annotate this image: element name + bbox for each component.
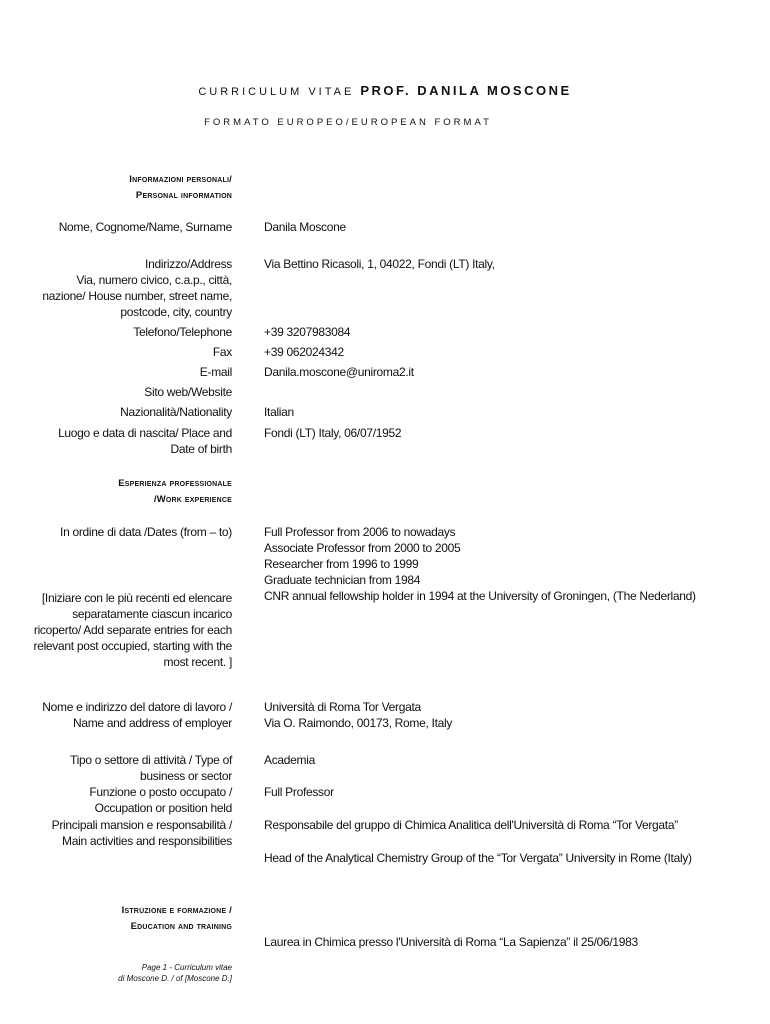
label-birth: Luogo e data di nascita/ Place and Date of birth [58, 426, 232, 456]
value-address: Via Bettino Ricasoli, 1, 04022, Fondi (LT) Italy, [264, 257, 495, 271]
section-work-line1: Esperienza professionale [118, 478, 232, 489]
value-birth: Fondi (LT) Italy, 06/07/1952 [264, 426, 402, 440]
section-education-heading [122, 903, 232, 935]
label-nationality: Nazionalità/Nationality [120, 405, 232, 419]
label-name: Nome, Cognome/Name, Surname [58, 220, 232, 234]
value-telephone: +39 3207983084 [264, 325, 351, 339]
value-name: Danila Moscone [264, 220, 346, 234]
footer-line1: Page 1 - Curriculum vitae [141, 963, 232, 972]
document-title [0, 83, 770, 98]
label-employer: Nome e indirizzo del datore di lavoro / Name and address of employer [42, 700, 232, 730]
label-position: Funzione o posto occupato / Occupation or position held [89, 785, 232, 815]
label-telephone: Telefono/Telephone [133, 325, 232, 339]
list-item: Researcher from 1996 to 1999 [264, 557, 419, 571]
label-instruction-note: [Iniziare con le più recenti ed elencare separatamente ciascun incarico ricoperto/ Add separate entries for each relevant post occupied, starting with the most recent. ] [33, 591, 232, 669]
label-address: Indirizzo/Address [145, 257, 232, 271]
value-employer [264, 699, 452, 731]
label-website: Sito web/Website [144, 385, 232, 399]
document-subtitle: FORMATO EUROPEO/EUROPEAN FORMAT [204, 117, 492, 128]
label-fax: Fax [212, 345, 232, 359]
list-item: Graduate technician from 1984 [264, 573, 421, 587]
section-personal-heading [129, 172, 232, 204]
dates-list [264, 524, 696, 604]
employer-address: Via O. Raimondo, 00173, Rome, Italy [264, 716, 453, 730]
value-degree: Laurea in Chimica presso l'Università di Roma “La Sapienza” il 25/06/1983 [264, 935, 638, 949]
value-sector: Academia [264, 753, 315, 767]
title-name: PROF. DANILA MOSCONE [360, 83, 572, 98]
section-education-line2: Education and training [130, 921, 232, 932]
value-fax: +39 062024342 [264, 345, 344, 359]
list-item: Full Professor from 2006 to nowadays [264, 525, 456, 539]
label-responsibilities: Principali mansion e responsabilità / Main activities and responsibilities [51, 818, 232, 848]
section-work-heading [118, 476, 232, 508]
section-personal-line2: Personal information [135, 190, 232, 201]
list-item: Associate Professor from 2000 to 2005 [264, 541, 461, 555]
label-dates: In ordine di data /Dates (from – to) [60, 525, 232, 539]
value-position: Full Professor [264, 785, 334, 799]
label-address-format: Via, numero civico, c.a.p., città, nazione/ House number, street name, postcode, city, country [42, 273, 232, 319]
value-responsibilities-it: Responsabile del gruppo di Chimica Analitica dell'Università di Roma “Tor Vergata” [264, 818, 678, 832]
employer-name: Università di Roma Tor Vergata [264, 700, 421, 714]
section-work-line2: /Work experience [153, 494, 232, 505]
label-sector: Tipo o settore di attività / Type of business or sector [70, 753, 232, 783]
list-item: CNR annual fellowship holder in 1994 at the University of Groningen, (The Nederland) [264, 589, 696, 603]
section-education-line1: Istruzione e formazione / [121, 905, 232, 916]
label-email: E-mail [199, 365, 232, 379]
value-nationality: Italian [264, 405, 294, 419]
value-responsibilities-en: Head of the Analytical Chemistry Group of the “Tor Vergata” University in Rome (Italy) [264, 851, 692, 865]
value-email[interactable]: Danila.moscone@uniroma2.it [264, 365, 414, 379]
section-personal-line1: Informazioni personali/ [129, 174, 232, 185]
footer-line2: di Moscone D. / of [Moscone D.] [118, 974, 232, 983]
page-footer [118, 962, 232, 984]
title-prefix: CURRICULUM VITAE [198, 86, 355, 98]
